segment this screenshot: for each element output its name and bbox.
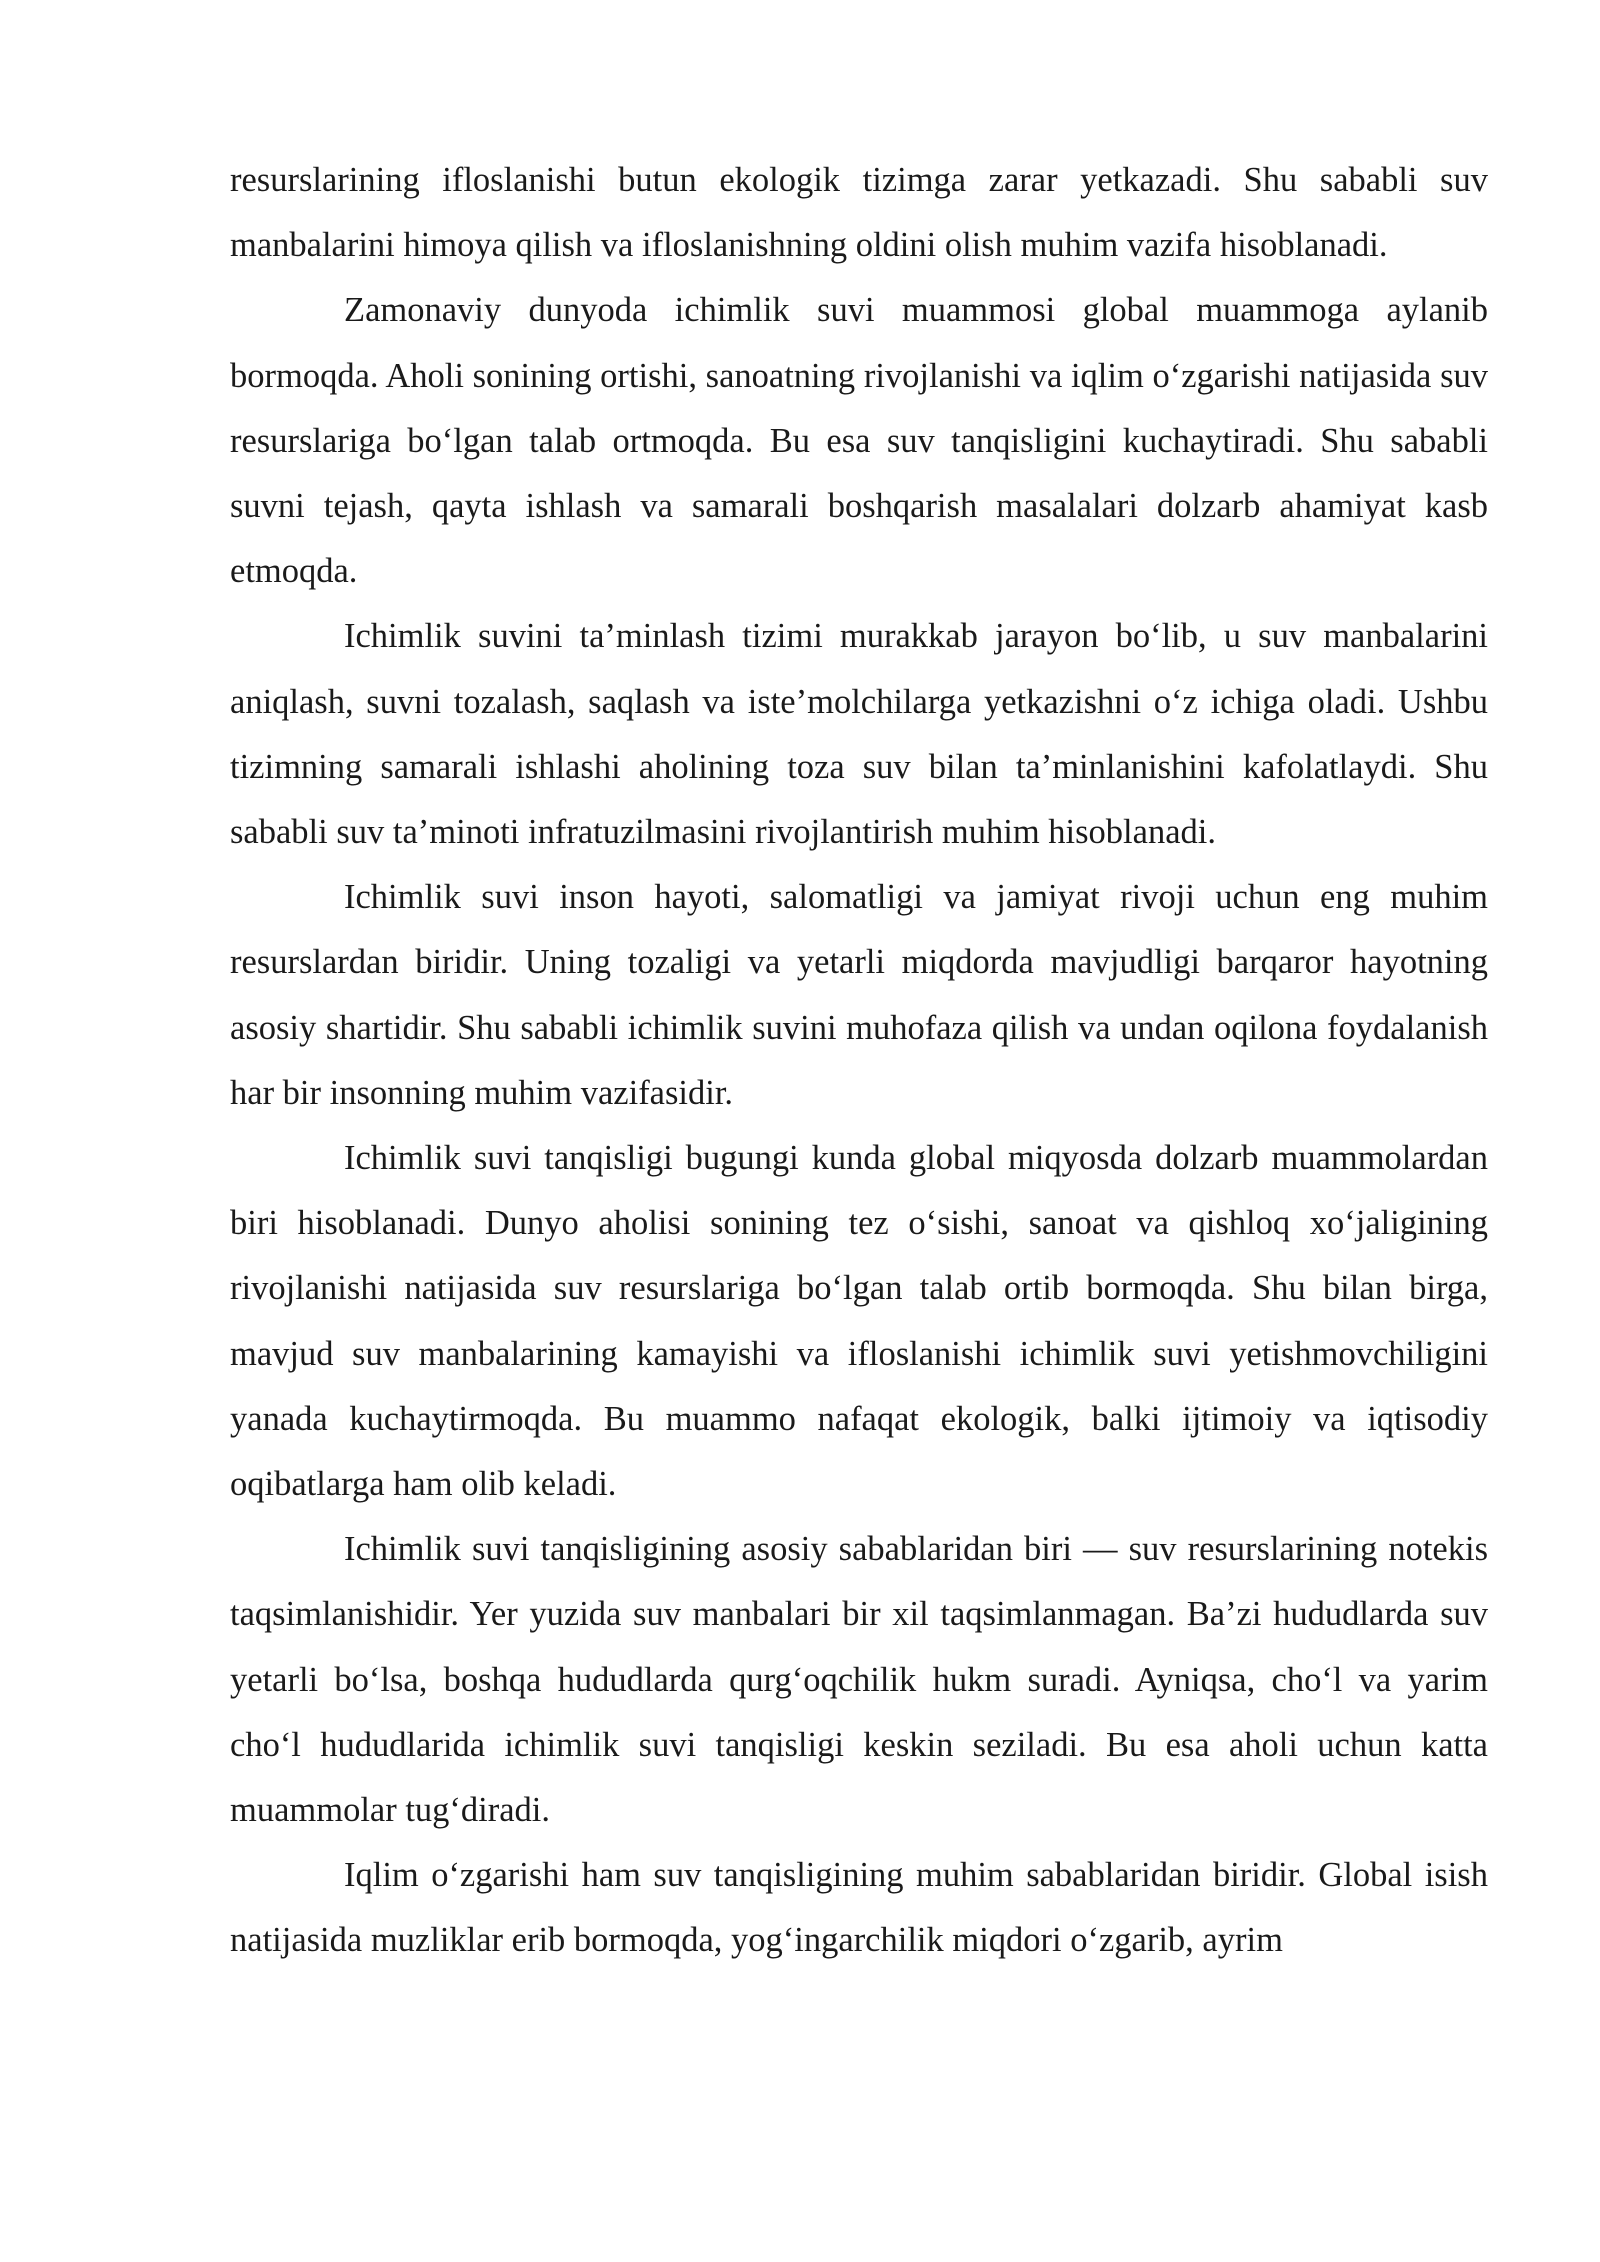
paragraph-2: Zamonaviy dunyoda ichimlik suvi muammosi global muammoga aylanib bormoqda. Aholi sonining ortishi, sanoatning rivojlanishi va iqlim o‘zgarishi natijasida suv resurslariga bo‘lgan talab ortmoqda. Bu esa suv tanqisligini kuchaytiradi. Shu sababli suvni tejash, qayta ishlash va samarali boshqarish masalalari dolzarb ahamiyat kasb etmoqda. bbox=[230, 291, 1488, 591]
paragraph-5: Ichimlik suvi tanqisligi bugungi kunda global miqyosda dolzarb muammolardan biri hisoblanadi. Dunyo aholisi sonining tez o‘sishi, sanoat va qishloq xo‘jaligining rivojlanishi natijasida suv resurslariga bo‘lgan talab ortib bormoqda. Shu bilan birga, mavjud suv manbalarining kamayishi va ifloslanishi ichimlik suvi yetishmovchiligini yanada kuchaytirmoqda. Bu muammo nafaqat ekologik, balki ijtimoiy va iqtisodiy oqibatlarga ham olib keladi. bbox=[230, 1139, 1488, 1504]
document-body bbox=[230, 148, 1488, 1974]
paragraph-1: resurslarining ifloslanishi butun ekologik tizimga zarar yetkazadi. Shu sababli suv manbalarini himoya qilish va ifloslanishning oldini olish muhim vazifa hisoblanadi. bbox=[230, 161, 1488, 265]
paragraph-3: Ichimlik suvini ta’minlash tizimi murakkab jarayon bo‘lib, u suv manbalarini aniqlash, suvni tozalash, saqlash va iste’molchilarga yetkazishni o‘z ichiga oladi. Ushbu tizimning samarali ishlashi aholining toza suv bilan ta’minlanishini kafolatlaydi. Shu sababli suv ta’minoti infratuzilmasini rivojlantirish muhim hisoblanadi. bbox=[230, 617, 1488, 852]
paragraph-4: Ichimlik suvi inson hayoti, salomatligi va jamiyat rivoji uchun eng muhim resurslardan biridir. Uning tozaligi va yetarli miqdorda mavjudligi barqaror hayotning asosiy shartidir. Shu sababli ichimlik suvini muhofaza qilish va undan oqilona foydalanish har bir insonning muhim vazifasidir. bbox=[230, 878, 1488, 1112]
paragraph-7: Iqlim o‘zgarishi ham suv tanqisligining muhim sabablaridan biridir. Global isish natijasida muzliklar erib bormoqda, yog‘ingarchilik miqdori o‘zgarib, ayrim bbox=[230, 1856, 1488, 1960]
paragraph-6: Ichimlik suvi tanqisligining asosiy sabablaridan biri — suv resurslarining notekis taqsimlanishidir. Yer yuzida suv manbalari bir xil taqsimlanmagan. Ba’zi hududlarda suv yetarli bo‘lsa, boshqa hududlarda qurg‘oqchilik hukm suradi. Ayniqsa, cho‘l va yarim cho‘l hududlarida ichimlik suvi tanqisligi keskin seziladi. Bu esa aholi uchun katta muammolar tug‘diradi. bbox=[230, 1530, 1488, 1830]
